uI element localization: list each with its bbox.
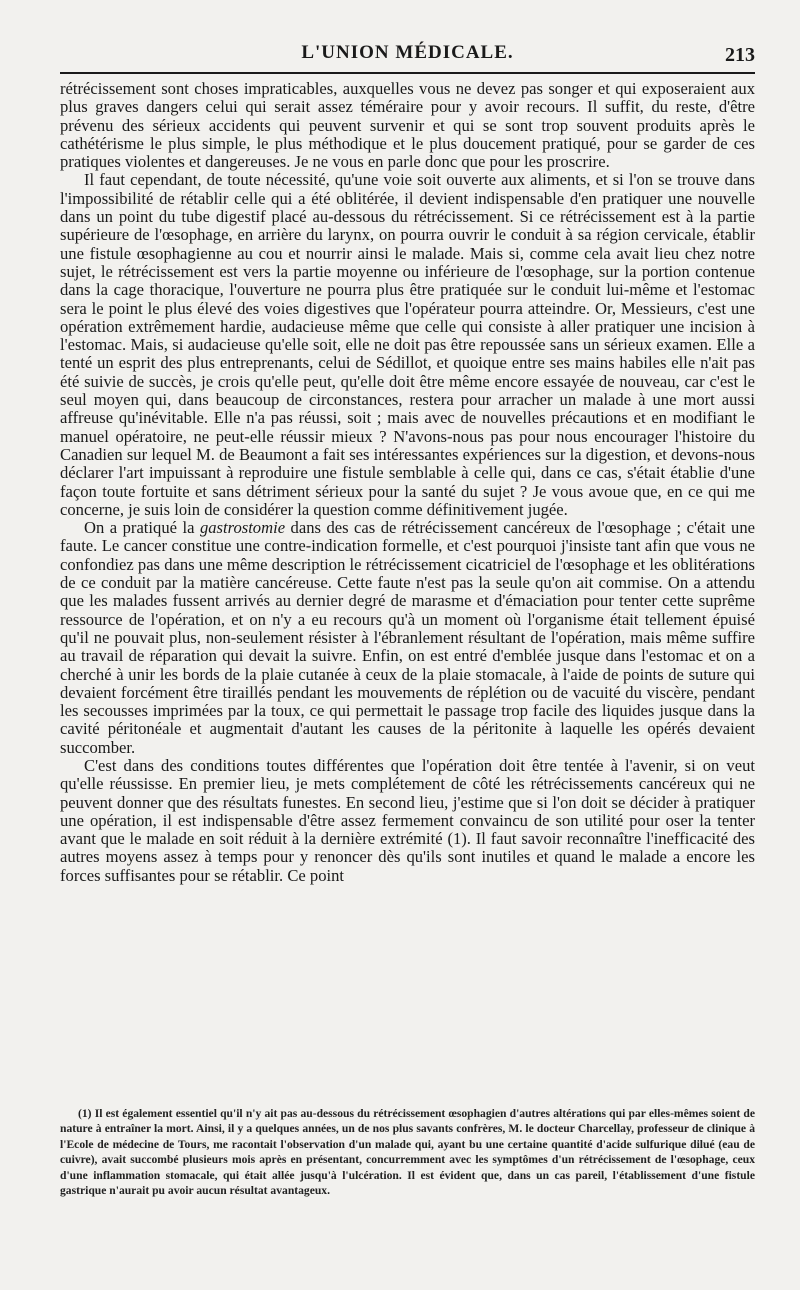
paragraph-1: rétrécissement sont choses impraticables, auxquelles vous ne devez pas songer et qui exposeraient aux plus graves dangers celui qui serait assez téméraire pour y avoir recours. Il suffit, du reste, d'être prévenu des sérieux accidents qui peuvent survenir et qui se sont trop souvent produits après le cathétérisme le plus simple, le plus méthodique et le plus doucement pratiqué, pour se garder de ces pratiques violentes et dangereuses. Je ne vous en parle donc que pour les proscrire. (60, 79, 755, 172)
paragraph-3-lead: On a pratiqué la (84, 518, 200, 538)
footnote-1: (1) Il est également essentiel qu'il n'y ait pas au-dessous du rétrécissement œsophagien d'autres altérations qui par elles-mêmes soient de nature à entraîner la mort. Ainsi, il y a quelques années, un de nos plus savants confrères, M. le docteur Charcellay, professeur de clinique à l'Ecole de médecine de Tours, me racontait l'observation d'un malade qui, ayant bu une certaine quantité d'acide sulfurique dilué (eau de cuivre), avait succombé plusieurs mois après en présentant, concurremment avec les symptômes d'un rétrécissement de l'œsophage, ceux d'une inflammation stomacale, qui était allée jusqu'à l'ulcération. Il est évident que, dans un cas pareil, l'établissement d'une fistule gastrique n'aurait pu avoir aucun résultat avantageux. (60, 1107, 755, 1198)
paragraph-2: Il faut cependant, de toute nécessité, qu'une voie soit ouverte aux aliments, et si l'on se trouve dans l'impossibilité de rétablir celle qui a été oblitérée, il devient indispensable d'en pratiquer une nouvelle dans un point du tube digestif placé au-dessous du rétrécissement. Si ce rétrécissement est à la partie supérieure de l'œsophage, en arrière du larynx, on pourra ouvrir le conduit à sa région cervicale, établir une fistule œsophagienne au cou et nourrir ainsi le malade. Mais si, comme cela avait lieu chez notre sujet, le rétrécissement est vers la partie moyenne ou inférieure de l'œsophage, sur la portion contenue dans la cage thoracique, l'ouverture ne pourra plus être pratiquée sur le conduit lui-même et l'estomac sera le point le plus élevé des voies digestives que l'opérateur pourra atteindre. Or, Messieurs, c'est une opération extrêmement hardie, audacieuse même que celle qui consiste à aller pratiquer une incision à l'estomac. Mais, si audacieuse qu'elle soit, elle ne doit pas être repoussée sans un sérieux examen. Elle a tenté un esprit des plus entreprenants, celui de Sédillot, et quoique entre ses mains habiles elle n'ait pas été suivie de succès, je crois qu'elle peut, qu'elle doit être même encore essayée de nouveau, car c'est le seul moyen qui, dans beaucoup de circonstances, restera pour arracher un malade à une mort aussi affreuse qu'inévitable. Elle n'a pas réussi, soit ; mais avec de nouvelles précautions et en modifiant le manuel opératoire, ne peut-elle réussir mieux ? N'avons-nous pas pour nous encourager l'histoire du Canadien sur lequel M. de Beaumont a fait ses intéressantes expériences sur la digestion, et devons-nous déclarer l'art impuissant à reproduire une fistule semblable à celle qui, dans ce cas, s'était établie d'une façon toute fortuite et sans détriment sérieux pour la santé du sujet ? Je vous avoue que, en ce qui me concerne, je suis loin de considérer la question comme définitivement jugée. (60, 170, 755, 519)
paragraph-3-rest: dans des cas de rétrécissement cancéreux de l'œsophage ; c'était une faute. Le cancer constitue une contre-indication formelle, et c'est pourquoi j'insiste tant afin que vous ne confondiez pas dans une même description le rétrécissement cicatriciel de l'œsophage et les oblitérations de ce conduit par la matière cancéreuse. Cette faute n'est pas la seule qu'on ait commise. On a attendu que les malades fussent arrivés au dernier degré de marasme et d'émaciation pour tenter cette suprême ressource de l'opération, et on n'y a eu recours qu'à un moment où l'organisme était tellement épuisé qu'il ne pouvait plus, non-seulement résister à l'ébranlement résultant de l'opération, mais même suffire au travail de réparation qui devait la suivre. Enfin, on est entré d'emblée jusque dans l'estomac et on a cherché à unir les bords de la plaie cutanée à ceux de la plaie stomacale, à l'aide de points de suture qui devaient forcément être tiraillés pendant les mouvements de réplétion ou de vacuité du viscère, pendant les secousses imprimées par la toux, ce qui permettait le passage trop facile des liquides jusque dans la cavité péritonéale et augmentait d'autant les causes de la péritonite à laquelle les opérés devaient succomber. (60, 518, 755, 757)
paragraph-4: C'est dans des conditions toutes différentes que l'opération doit être tentée à l'avenir, si on veut qu'elle réussisse. En premier lieu, je mets complétement de côté les rétrécissements cancéreux qui ne peuvent donner que des résultats funestes. En second lieu, j'estime que si l'on doit se décider à pratiquer une opération, il est indispensable d'être assez fermement convaincu de son utilité pour oser la tenter avant que le malade en soit réduit à la dernière extrémité (1). Il faut savoir reconnaître l'inefficacité des autres moyens assez à temps pour y renoncer dès qu'ils sont inutiles et quand le malade a encore les forces suffisantes pour se rétablir. Ce point (60, 755, 755, 885)
footnote (60, 1106, 755, 1198)
header-rule (60, 72, 755, 74)
article-body (60, 80, 755, 885)
page-number: 213 (725, 44, 755, 66)
paragraph-3 (60, 519, 755, 757)
italic-term-gastrostomie: gastrostomie (199, 518, 286, 538)
journal-title: L'UNION MÉDICALE. (301, 42, 514, 63)
running-head (60, 38, 755, 72)
